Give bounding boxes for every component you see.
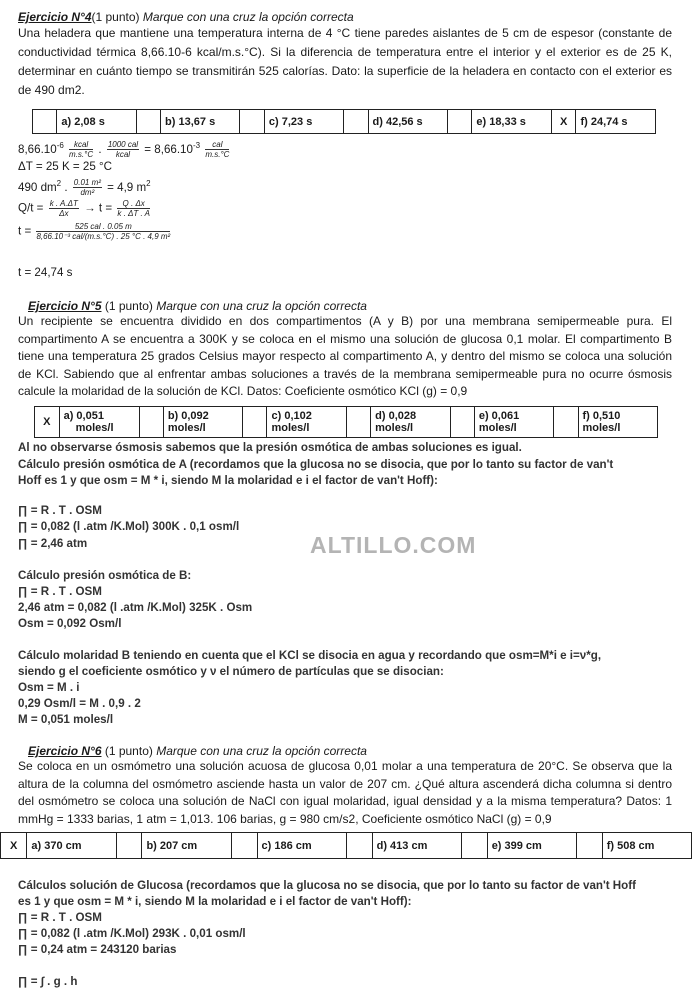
ex5-instruction: Marque con una cruz la opción correcta	[156, 299, 367, 313]
ex6-sol-line: ∏ = R . T . OSM	[18, 911, 102, 924]
ex6-option-c: c) 186 cm	[257, 833, 346, 859]
watermark: ALTILLO.COM	[310, 532, 477, 558]
ex5-option-b: b) 0,092 moles/l	[163, 407, 242, 438]
ex6-mark-f[interactable]	[576, 833, 602, 859]
ex4-option-f: f) 24,74 s	[576, 110, 656, 134]
ex4-option-c: c) 7,23 s	[264, 110, 343, 134]
ex5-sol-line: siendo g el coeficiente osmótico y ν el número de partículas que se disocian:	[18, 665, 444, 678]
ex6-mark-d[interactable]	[346, 833, 372, 859]
ex4-mark-a[interactable]	[33, 110, 57, 134]
ex5-option-d: d) 0,028 moles/l	[371, 407, 450, 438]
ex6-points: (1 punto)	[101, 744, 157, 758]
ex4-option-b: b) 13,67 s	[161, 110, 240, 134]
ex6-mark-b[interactable]	[116, 833, 142, 859]
ex5-sol-line: M = 0,051 moles/l	[18, 713, 114, 726]
ex5-option-e: e) 0,061 moles/l	[474, 407, 553, 438]
ex5-mark-e[interactable]	[450, 407, 474, 438]
ex6-mark-c[interactable]	[231, 833, 257, 859]
ex6-option-a: a) 370 cm	[27, 833, 116, 859]
ex6-options-table	[0, 832, 692, 859]
ex6-option-d: d) 413 cm	[372, 833, 461, 859]
ex5-statement: Un recipiente se encuentra dividido en dos compartimentos (A y B) por una membrana semipermeable pura. El compartimento A se encuentra a 300K y se coloca en el mismo una solución de glucosa 0,1 molar. El compartimento B tiene una temperatura 25 grados Celsius mayor respecto al compartimento A, y dentro del mismo se coloca una solución de KCl. Sabiendo que al enfrentar ambas soluciones a través de la membrana semipermeable pura no ocurre ósmosis calcule la molaridad de la solución de KCl. Datos: Coeficiente osmótico KCl (g) = 0,9	[18, 314, 672, 399]
ex4-mark-c[interactable]	[240, 110, 264, 134]
ex4-sol-line-1: $8,66.10^{-6}$ $\frac{\text{kcal}}{m.s.^\circ C}$ . $\frac{\text{1000 cal}}{\text{kcal}}$ = $8,66.10^{-3}$ $\frac{\text{cal}}{m.s.^\circ C}$	[18, 140, 230, 160]
ex6-sol-line: ∏ = ∫ . g . h	[18, 975, 78, 988]
ex4-sol-line-2: ΔT = 25 K = 25 °C	[18, 160, 113, 173]
ex4-sol-line-4: Q/t = $\frac{k . A.\Delta T}{\Delta x}$ → t = $\frac{Q . \Delta x}{k . \Delta T . A}$	[18, 199, 150, 218]
ex6-mark-e[interactable]	[461, 833, 487, 859]
ex5-sol-line: Osm = M . i	[18, 681, 80, 694]
ex5-sol-line: Cálculo molaridad B teniendo en cuenta que el KCl se disocia en agua y recordando que osm=M*i e i=ν*g,	[18, 649, 602, 662]
ex4-mark-b[interactable]	[136, 110, 160, 134]
ex4-option-e: e) 18,33 s	[472, 110, 551, 134]
ex6-sol-line: es 1 y que osm = M * i, siendo M la molaridad e i el factor de van't Hoff):	[18, 895, 412, 908]
ex5-option-a: a) 0,051 moles/l	[59, 407, 139, 438]
ex5-sol-line: ∏ = 0,082 (l .atm /K.Mol) 300K . 0,1 osm/l	[18, 520, 240, 533]
ex6-instruction: Marque con una cruz la opción correcta	[156, 744, 367, 758]
ex6-statement: Se coloca en un osmómetro una solución acuosa de glucosa 0,01 molar a una temperatura de 20°C. Se observa que la altura de la columna del osmómetro asciende hasta un valor de 207 cm. ¿Qué altura ascenderá dicha columna si dentro del osmómetro se coloca una solución de NaCl con igual molaridad, igual densidad y a la misma temperatura? Datos: 1 mmHg = 1333 barias, 1 atm = 1,013. 106 barias, g = 980 cm/s2, Coeficiente osmótico NaCl (g) = 0,9	[18, 759, 672, 826]
ex4-title: Ejercicio N°4	[18, 10, 92, 24]
ex5-mark-c[interactable]	[243, 407, 267, 438]
ex5-mark-d[interactable]	[346, 407, 370, 438]
ex5-mark-b[interactable]	[139, 407, 163, 438]
ex6-sol-line: ∏ = 0,082 (l .atm /K.Mol) 293K . 0,01 osm/l	[18, 927, 246, 940]
ex5-points: (1 punto)	[101, 299, 157, 313]
ex5-option-c: c) 0,102 moles/l	[267, 407, 346, 438]
ex4-mark-e[interactable]	[447, 110, 471, 134]
ex4-instruction: Marque con una cruz la opción correcta	[142, 10, 354, 24]
ex5-options-table	[34, 406, 658, 438]
ex6-option-f: f) 508 cm	[602, 833, 691, 859]
ex6-mark-a[interactable]: X	[1, 833, 27, 859]
ex5-sol-line: ∏ = 2,46 atm	[18, 537, 88, 550]
ex5-mark-f[interactable]	[554, 407, 578, 438]
ex5-sol-line: Al no observarse ósmosis sabemos que la presión osmótica de ambas soluciones es igual.	[18, 441, 522, 454]
ex6-title: Ejercicio N°6	[28, 744, 102, 758]
ex4-option-a: a) 2,08 s	[57, 110, 136, 134]
ex4-sol-line-5: t = $\frac{\text{525 cal . 0.05 m}}{\text{8,66.10⁻³ cal/(m.s.°C) . 25 °C . 4,9 m²}}$	[18, 222, 171, 241]
ex4-points: (1 punto)	[91, 10, 143, 24]
ex6-sol-line: ∏ = 0,24 atm = 243120 barias	[18, 943, 177, 956]
ex4-result: t = 24,74 s	[18, 266, 73, 279]
ex5-sol-line: 2,46 atm = 0,082 (l .atm /K.Mol) 325K . Osm	[18, 601, 253, 614]
ex5-title: Ejercicio N°5	[28, 299, 102, 313]
ex6-option-b: b) 207 cm	[142, 833, 231, 859]
ex4-sol-line-3: 490 $dm^2$ . $\frac{\text{0.01 m²}}{\text{dm²}}$ = 4,9 $m^2$	[18, 178, 151, 198]
ex4-option-d: d) 42,56 s	[368, 110, 447, 134]
ex4-options-table	[32, 109, 656, 134]
ex5-sol-line: Osm = 0,092 Osm/l	[18, 617, 122, 630]
ex5-sol-line: Cálculo presión osmótica de A (recordamos que la glucosa no se disocia, que por lo tanto su factor de van't	[18, 458, 614, 471]
ex5-mark-a[interactable]: X	[35, 407, 60, 438]
ex5-sol-line: Hoff es 1 y que osm = M * i, siendo M la molaridad e i el factor de van't Hoff):	[18, 474, 438, 487]
ex5-sol-line: 0,29 Osm/l = M . 0,9 . 2	[18, 697, 141, 710]
ex4-mark-d[interactable]	[344, 110, 368, 134]
ex5-sol-line: ∏ = R . T . OSM	[18, 504, 102, 517]
ex4-statement: Una heladera que mantiene una temperatura interna de 4 °C tiene paredes aislantes de 5 cm de espesor (constante de conductividad térmica 8,66.10-6 kcal/m.s.°C). Si la diferencia de temperatura entre el interior y el exterior es de 25 K, determinar en cuánto tiempo se transmitirán 525 calorías. Dato: la superficie de la heladera en contacto con el exterior es de 490 dm2.	[18, 26, 672, 97]
ex6-sol-line: Cálculos solución de Glucosa (recordamos que la glucosa no se disocia, que por lo tanto su factor de van't Hoff	[18, 879, 636, 892]
ex4-mark-f[interactable]: X	[551, 110, 576, 134]
ex6-option-e: e) 399 cm	[487, 833, 576, 859]
ex5-option-f: f) 0,510 moles/l	[578, 407, 658, 438]
ex5-sol-line: ∏ = R . T . OSM	[18, 585, 102, 598]
ex5-sol-line: Cálculo presión osmótica de B:	[18, 569, 192, 582]
